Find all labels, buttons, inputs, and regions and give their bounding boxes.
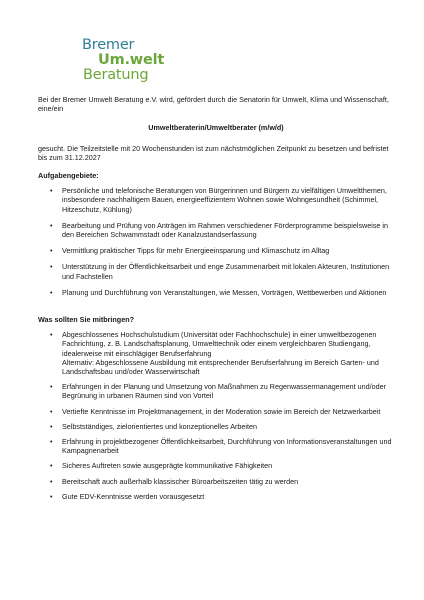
intro-paragraph: Bei der Bremer Umwelt Beratung e.V. wird, gefördert durch die Senatorin für Umwelt, Klima und Wissenschaft, eine/ein <box>38 95 389 114</box>
list-item: • Planung und Durchführung von Veranstaltungen, wie Messen, Vorträgen, Wettbewerben und Aktionen <box>38 288 394 297</box>
logo-line-2: Um.welt <box>98 52 165 68</box>
list-item: • Selbstständiges, zielorientiertes und konzeptionelles Arbeiten <box>38 422 394 431</box>
job-title: Umweltberaterin/Umweltberater (m/w/d) <box>148 123 284 133</box>
list-item: • Erfahrung in projektbezogener Öffentlichkeitsarbeit, Durchführung von Informationsveranstaltungen und Kampagnenarbeit <box>38 437 394 455</box>
list-item: • Vertiefte Kenntnisse im Projektmanagement, in der Moderation sowie im Bereich der Netzwerkarbeit <box>38 407 394 416</box>
requirements-list <box>38 330 394 501</box>
bremer-umwelt-beratung-logo <box>82 38 164 83</box>
list-item: • Persönliche und telefonische Beratungen von Bürgerinnen und Bürgern zu vielfältigen Umweltthemen, insbesondere nachhaltigem Bauen, energieeffizientem Wohnen sowie Wohngesundheit (Schimmel, Hitzeschutz, Kühlung) <box>38 186 394 214</box>
list-item: • Erfahrungen in der Planung und Umsetzung von Maßnahmen zu Regenwassermanagement und/oder Begrünung in urbanen Räumen sind von Vorteil <box>38 382 394 400</box>
requirements-heading: Was sollten Sie mitbringen? <box>38 315 134 325</box>
document-body <box>38 95 394 501</box>
list-item: • Vermittlung praktischer Tipps für mehr Energieeinsparung und Klimaschutz im Alltag <box>38 246 394 255</box>
description-paragraph: gesucht. Die Teilzeitstelle mit 20 Wochenstunden ist zum nächstmöglichen Zeitpunkt zu besetzen und befristet bis zum 31.12.2027 <box>38 143 389 162</box>
list-item: • Bereitschaft auch außerhalb klassischer Büroarbeitszeiten tätig zu werden <box>38 477 394 486</box>
list-item-text: Abgeschlossenes Hochschulstudium (Universität oder Fachhochschule) in einer umweltbezogenen Fachrichtung, z. B. Landschaftsplanung, Umwelttechnik oder einem vergleichbaren Studiengang, idealerweise mit einschlägiger Berufserfahrung <box>62 330 377 358</box>
list-item: • Sicheres Auftreten sowie ausgeprägte kommunikative Fähigkeiten <box>38 461 394 470</box>
tasks-list <box>38 186 394 297</box>
list-item: • Gute EDV-Kenntnisse werden vorausgesetzt <box>38 492 394 501</box>
list-item: • Unterstützung in der Öffentlichkeitsarbeit und enge Zusammenarbeit mit lokalen Akteuren, Institutionen und Fachstellen <box>38 262 394 280</box>
tasks-heading: Aufgabengebiete: <box>38 171 99 181</box>
list-item <box>38 330 394 376</box>
logo-line-1: Bremer <box>82 37 135 53</box>
alternative-note: Alternativ: Abgeschlossene Ausbildung mit entsprechender Berufserfahrung im Bereich Garten- und Landschaftsbau und/oder Wasserwirtschaft <box>62 357 379 377</box>
list-item: • Bearbeitung und Prüfung von Anträgen im Rahmen verschiedener Förderprogramme beispielsweise in den Bereichen Schwammstadt oder Kanalzustandserfassung <box>38 221 394 239</box>
logo-line-3: Beratung <box>83 67 149 83</box>
